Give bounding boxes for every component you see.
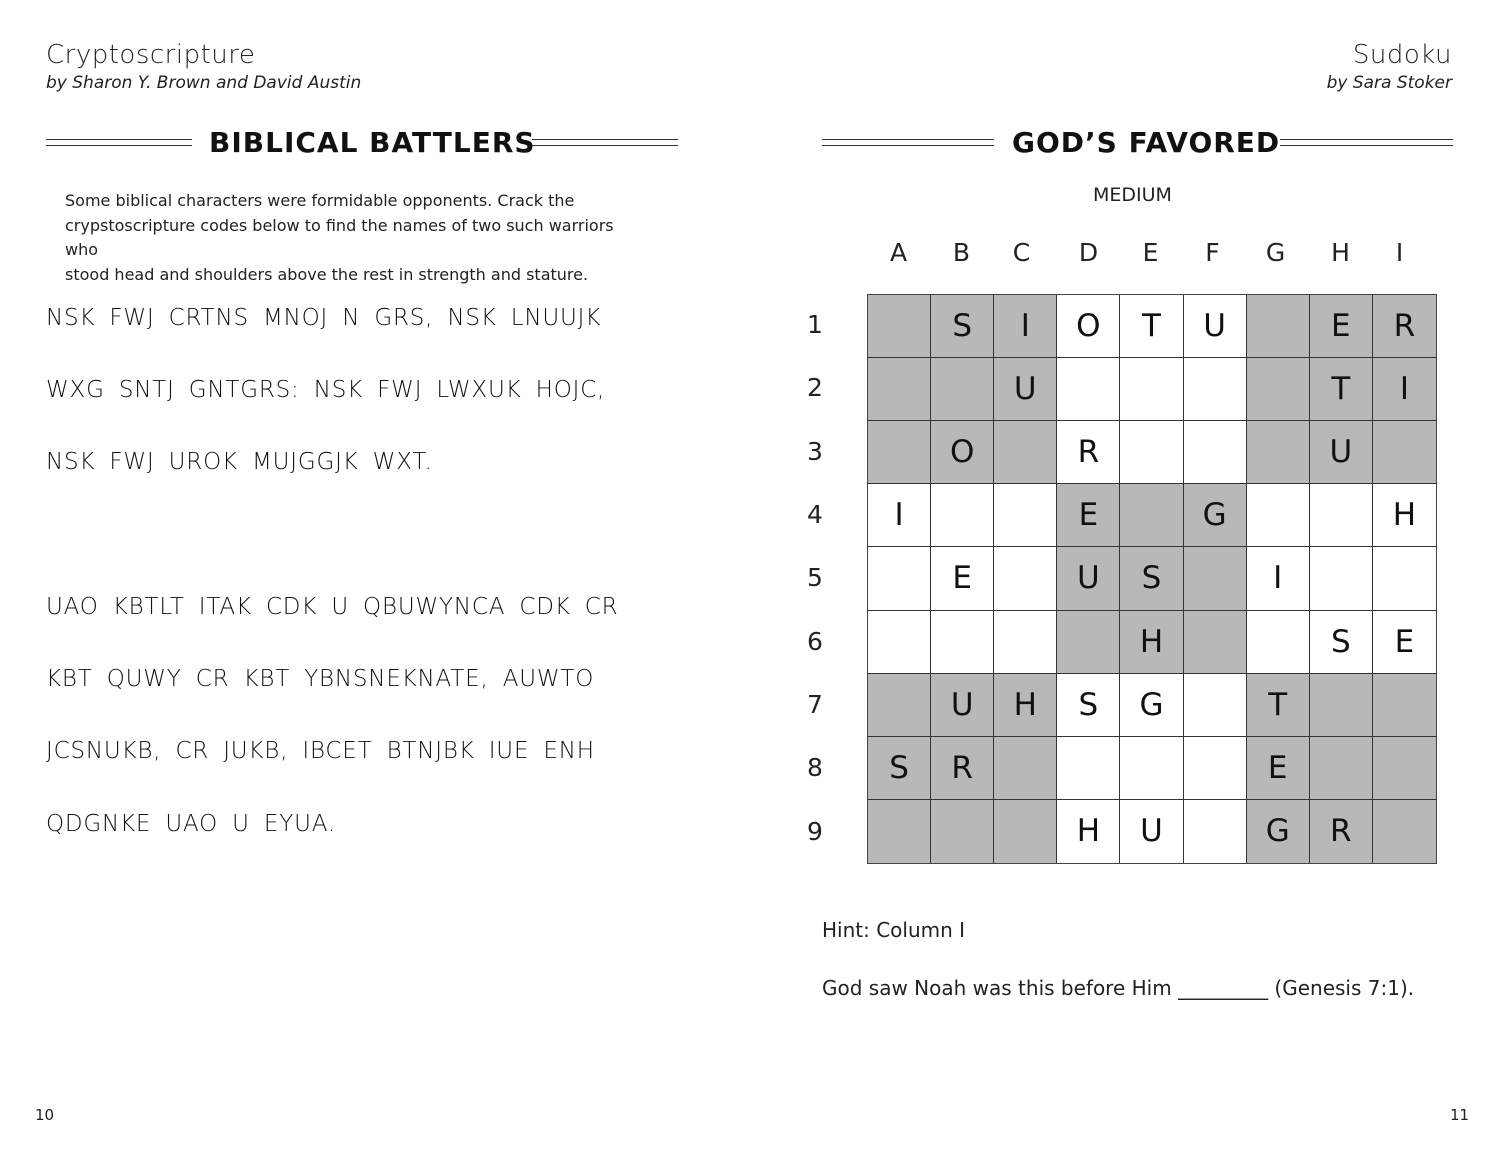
- right-byline: by Sara Stoker: [1326, 73, 1452, 93]
- sudoku-cell-I5[interactable]: [1373, 547, 1436, 610]
- intro-line: crypstoscripture codes below to find the names of two such warriors who: [65, 215, 614, 259]
- sudoku-cell-D4: E: [1057, 484, 1120, 547]
- cipher-line: NSK FWJ CRTNS MNOJ N GRS, NSK LNUUJK: [46, 305, 602, 331]
- sudoku-cell-G3[interactable]: [1247, 421, 1310, 484]
- sudoku-cell-B2[interactable]: [931, 358, 994, 421]
- sudoku-cell-A5[interactable]: [868, 547, 931, 610]
- right-page-number: 11: [1450, 1106, 1470, 1124]
- sudoku-cell-D8[interactable]: [1057, 737, 1120, 800]
- cipher-line: JCSNUKB, CR JUKB, IBCET BTNJBK IUE ENH: [46, 738, 595, 764]
- title-rule-left: [46, 139, 192, 146]
- sudoku-cell-D2[interactable]: [1057, 358, 1120, 421]
- sudoku-cell-G8: E: [1247, 737, 1310, 800]
- sudoku-cell-D5: U: [1057, 547, 1120, 610]
- row-label: 7: [807, 690, 823, 719]
- sudoku-cell-F6[interactable]: [1184, 611, 1247, 674]
- sudoku-cell-E7: G: [1120, 674, 1183, 737]
- sudoku-cell-E6: H: [1120, 611, 1183, 674]
- right-puzzle-title: GOD’S FAVORED: [1012, 126, 1281, 159]
- intro-text: [65, 189, 645, 287]
- title-rule-left: [822, 139, 994, 146]
- sudoku-cell-C5[interactable]: [994, 547, 1057, 610]
- sudoku-cell-E4[interactable]: [1120, 484, 1183, 547]
- sudoku-cell-I7[interactable]: [1373, 674, 1436, 737]
- cipher-line: KBT QUWY CR KBT YBNSNEKNATE, AUWTO: [46, 666, 595, 692]
- column-label: I: [1395, 238, 1404, 267]
- sudoku-cell-G5: I: [1247, 547, 1310, 610]
- row-label: 2: [807, 373, 823, 402]
- sudoku-cell-E8[interactable]: [1120, 737, 1183, 800]
- sudoku-cell-H9: R: [1310, 800, 1373, 863]
- sudoku-cell-H3: U: [1310, 421, 1373, 484]
- column-label: A: [889, 238, 908, 267]
- sudoku-cell-A9[interactable]: [868, 800, 931, 863]
- sudoku-cell-B3: O: [931, 421, 994, 484]
- sudoku-cell-F7[interactable]: [1184, 674, 1247, 737]
- sudoku-cell-F5[interactable]: [1184, 547, 1247, 610]
- sudoku-cell-C2: U: [994, 358, 1057, 421]
- sudoku-cell-G6[interactable]: [1247, 611, 1310, 674]
- cipher-line: WXG SNTJ GNTGRS: NSK FWJ LWXUK HOJC,: [46, 377, 606, 403]
- sudoku-cell-E1: T: [1120, 295, 1183, 358]
- column-label: C: [1012, 238, 1031, 267]
- sudoku-cell-G2[interactable]: [1247, 358, 1310, 421]
- column-label: D: [1078, 238, 1099, 267]
- sudoku-cell-F9[interactable]: [1184, 800, 1247, 863]
- sudoku-cell-C7: H: [994, 674, 1057, 737]
- sudoku-cell-E3[interactable]: [1120, 421, 1183, 484]
- difficulty-label: MEDIUM: [1093, 184, 1172, 206]
- sudoku-cell-D3: R: [1057, 421, 1120, 484]
- sudoku-cell-I4: H: [1373, 484, 1436, 547]
- cipher-line: UAO KBTLT ITAK CDK U QBUWYNCA CDK CR: [46, 594, 619, 620]
- sudoku-cell-F4: G: [1184, 484, 1247, 547]
- sudoku-grid: [867, 294, 1437, 864]
- sudoku-cell-H4[interactable]: [1310, 484, 1373, 547]
- column-label: G: [1265, 238, 1286, 267]
- sudoku-cell-A7[interactable]: [868, 674, 931, 737]
- intro-line: Some biblical characters were formidable opponents. Crack the: [65, 191, 575, 210]
- column-label: H: [1331, 238, 1350, 267]
- hint-text: Hint: Column I: [822, 918, 966, 942]
- sudoku-cell-B6[interactable]: [931, 611, 994, 674]
- sudoku-cell-F2[interactable]: [1184, 358, 1247, 421]
- sudoku-cell-H2: T: [1310, 358, 1373, 421]
- title-rule-right: [1280, 139, 1453, 146]
- sudoku-cell-C1: I: [994, 295, 1057, 358]
- column-label: B: [952, 238, 971, 267]
- cipher-line: NSK FWJ UROK MUJGGJK WXT.: [46, 449, 433, 475]
- sudoku-cell-G1[interactable]: [1247, 295, 1310, 358]
- sudoku-cell-E2[interactable]: [1120, 358, 1183, 421]
- sudoku-cell-I2: I: [1373, 358, 1436, 421]
- sudoku-cell-A2[interactable]: [868, 358, 931, 421]
- sudoku-cell-B1: S: [931, 295, 994, 358]
- right-series-title: Sudoku: [1352, 40, 1452, 70]
- row-label: 9: [807, 817, 823, 846]
- sudoku-cell-H8[interactable]: [1310, 737, 1373, 800]
- sudoku-cell-A4: I: [868, 484, 931, 547]
- row-label: 1: [807, 310, 823, 339]
- sudoku-cell-C8[interactable]: [994, 737, 1057, 800]
- row-label: 8: [807, 753, 823, 782]
- sudoku-cell-I1: R: [1373, 295, 1436, 358]
- row-label: 5: [807, 563, 823, 592]
- sudoku-cell-I3[interactable]: [1373, 421, 1436, 484]
- sudoku-cell-E5: S: [1120, 547, 1183, 610]
- sudoku-cell-B4[interactable]: [931, 484, 994, 547]
- clue-text: God saw Noah was this before Him _________ (Genesis 7:1).: [822, 976, 1415, 1000]
- column-label: E: [1142, 238, 1159, 267]
- sudoku-cell-B9[interactable]: [931, 800, 994, 863]
- sudoku-cell-G7: T: [1247, 674, 1310, 737]
- sudoku-cell-G4[interactable]: [1247, 484, 1310, 547]
- sudoku-cell-A8: S: [868, 737, 931, 800]
- left-puzzle-title: BIBLICAL BATTLERS: [209, 126, 536, 159]
- sudoku-cell-C3[interactable]: [994, 421, 1057, 484]
- sudoku-cell-I6: E: [1373, 611, 1436, 674]
- sudoku-cell-H1: E: [1310, 295, 1373, 358]
- sudoku-cell-C9[interactable]: [994, 800, 1057, 863]
- row-label: 4: [807, 500, 823, 529]
- left-series-title: Cryptoscripture: [46, 40, 256, 70]
- sudoku-cell-I9[interactable]: [1373, 800, 1436, 863]
- column-label: F: [1205, 238, 1220, 267]
- sudoku-cell-D7: S: [1057, 674, 1120, 737]
- cipher-line: QDGNKE UAO U EYUA.: [46, 811, 336, 837]
- sudoku-cell-F8[interactable]: [1184, 737, 1247, 800]
- intro-line: stood head and shoulders above the rest in strength and stature.: [65, 264, 589, 284]
- row-label: 6: [807, 627, 823, 656]
- sudoku-cell-B7: U: [931, 674, 994, 737]
- sudoku-cell-B8: R: [931, 737, 994, 800]
- left-page-number: 10: [35, 1106, 55, 1124]
- sudoku-cell-H6: S: [1310, 611, 1373, 674]
- sudoku-cell-E9: U: [1120, 800, 1183, 863]
- sudoku-cell-H5[interactable]: [1310, 547, 1373, 610]
- sudoku-cell-D9: H: [1057, 800, 1120, 863]
- row-label: 3: [807, 437, 823, 466]
- sudoku-cell-F1: U: [1184, 295, 1247, 358]
- title-rule-right: [532, 139, 678, 146]
- sudoku-cell-C4[interactable]: [994, 484, 1057, 547]
- sudoku-cell-A6[interactable]: [868, 611, 931, 674]
- sudoku-cell-F3[interactable]: [1184, 421, 1247, 484]
- sudoku-cell-G9: G: [1247, 800, 1310, 863]
- sudoku-cell-A1[interactable]: [868, 295, 931, 358]
- sudoku-cell-B5: E: [931, 547, 994, 610]
- left-byline: by Sharon Y. Brown and David Austin: [46, 73, 362, 93]
- sudoku-cell-D1: O: [1057, 295, 1120, 358]
- sudoku-cell-A3[interactable]: [868, 421, 931, 484]
- sudoku-cell-D6[interactable]: [1057, 611, 1120, 674]
- sudoku-cell-I8[interactable]: [1373, 737, 1436, 800]
- sudoku-cell-H7[interactable]: [1310, 674, 1373, 737]
- sudoku-cell-C6[interactable]: [994, 611, 1057, 674]
